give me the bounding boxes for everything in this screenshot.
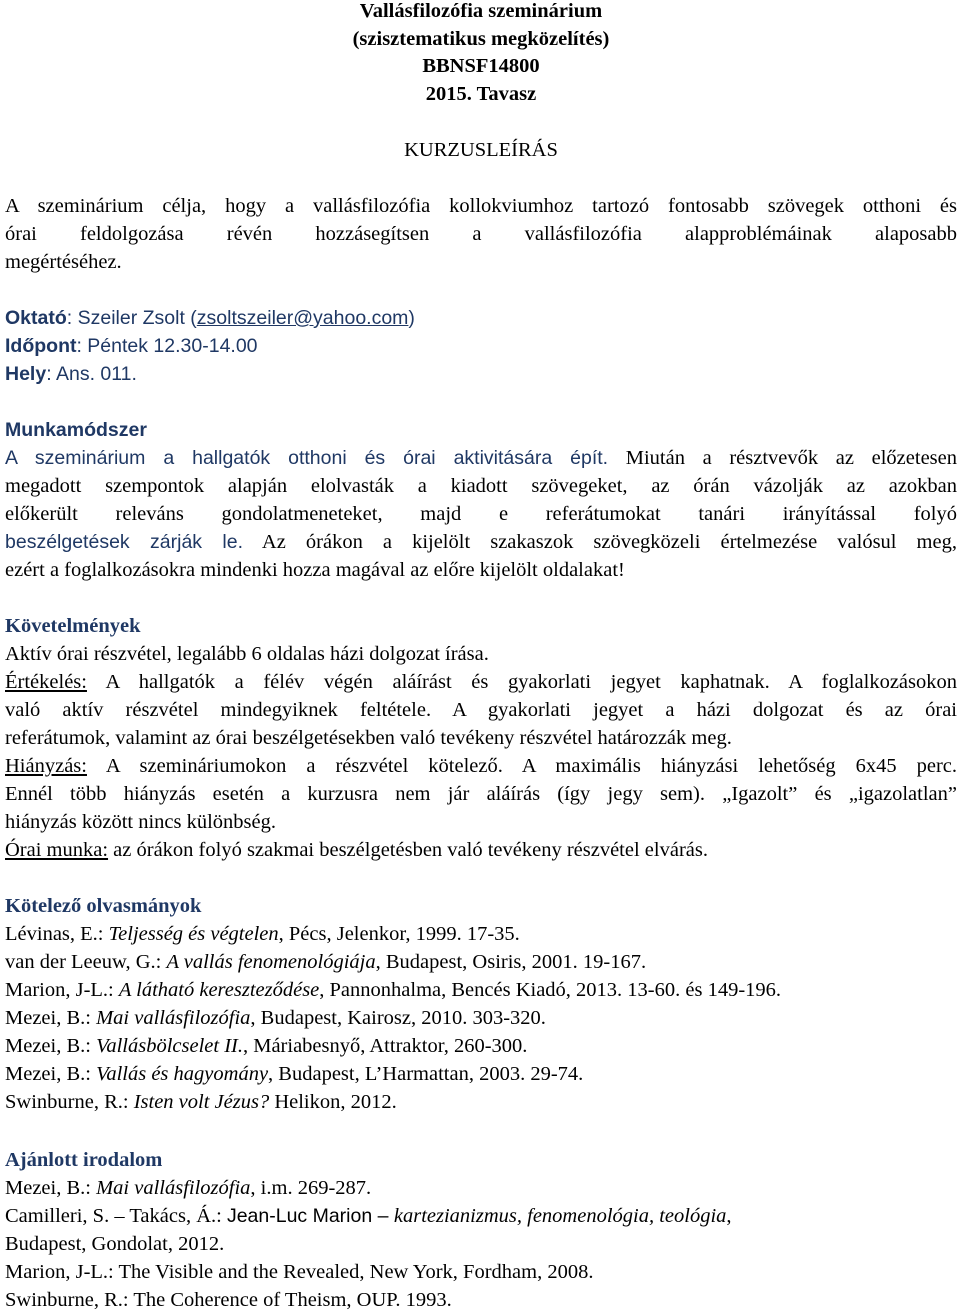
method-line-4 (5, 528, 957, 556)
absence-line-1 (5, 752, 957, 780)
description-line-2: órai feldolgozása révén hozzásegítsen a vallásfilozófia alapproblémáinak alaposabb (5, 223, 957, 245)
reading-author: Swinburne, R.: (5, 1091, 134, 1113)
required-reading-item (5, 1060, 957, 1088)
section-title: KURZUSLEÍRÁS (404, 139, 558, 161)
method-line-5: ezért a foglalkozásokra mindenki hozza magával az előre kijelölt oldalakat! (5, 559, 625, 581)
reading-details: , Budapest, L’Harmattan, 2003. 29-74. (268, 1063, 584, 1085)
absence-text-1: A szemináriumokon a részvétel kötelező. A maximális hiányzási lehetőség 6x45 perc. (86, 755, 957, 777)
reading-title: A vallás fenomenológiája (166, 951, 376, 973)
reading-title: Mai vallásfilozófia (96, 1007, 251, 1029)
recommended-reading-heading: Ajánlott irodalom (5, 1149, 163, 1171)
reading-author: Lévinas, E.: (5, 923, 109, 945)
method-line-3: előkerült releváns gondolatmeneteket, majd e referátumokat tanári irányítással folyó (5, 503, 957, 525)
place-line (5, 360, 957, 388)
method-line-1b: Miután a résztvevők az előzetesen (608, 447, 957, 469)
place-label: Hely (5, 363, 47, 385)
required-reading-item (5, 976, 957, 1004)
reading-details: , Pécs, Jelenkor, 1999. 17-35. (278, 923, 520, 945)
reading-title: Teljesség és végtelen (108, 923, 279, 945)
required-reading-item (5, 920, 957, 948)
recommended-item-2 (5, 1202, 957, 1230)
method-line-2: megadott szempontok alapján elolvasták a kiadott szövegeket, az órán vázolják az azokban (5, 475, 957, 497)
method-line-1a: A szeminárium a hallgatók otthoni és órai aktivitására épít. (5, 447, 609, 469)
reading-details: , Máriabesnyő, Attraktor, 260-300. (242, 1035, 528, 1057)
recommended-item-3: Marion, J-L.: The Visible and the Revealed, New York, Fordham, 2008. (5, 1261, 594, 1283)
evaluation-line-1 (5, 668, 957, 696)
recommended-item-1-author: Mezei, B.: (5, 1177, 97, 1199)
reading-details: , Pannonhalma, Bencés Kiadó, 2013. 13-60. és 149-196. (319, 979, 782, 1001)
recommended-item-2-cont: Budapest, Gondolat, 2012. (5, 1233, 225, 1255)
instructor-value: : Szeiler Zsolt ( (66, 307, 197, 329)
description-line-3: megértéséhez. (5, 251, 122, 273)
evaluation-line-2: való aktív részvétel mindegyiknek feltétele. A gyakorlati jegyet a házi dolgozat és az órai (5, 699, 957, 721)
reading-author: Mezei, B.: (5, 1063, 97, 1085)
reading-author: Marion, J-L.: (5, 979, 119, 1001)
method-line-1 (5, 444, 957, 472)
reading-title: Vallásbölcselet II. (96, 1035, 243, 1057)
evaluation-label: Értékelés: (5, 671, 87, 693)
requirements-heading: Követelmények (5, 615, 141, 637)
recommended-item-4: Swinburne, R.: The Coherence of Theism, OUP. 1993. (5, 1289, 452, 1311)
required-reading-heading: Kötelező olvasmányok (5, 895, 202, 917)
required-reading-item (5, 1032, 957, 1060)
absence-line-2: Ennél több hiányzás esetén a kurzusra nem jár aláírás (így jegy sem). „Igazolt” és „igazolatlan” (5, 783, 957, 805)
evaluation-text-1: A hallgatók a félév végén aláírást és gyakorlati jegyet kaphatnak. A foglalkozásokon (86, 671, 957, 693)
reading-details: , Budapest, Osiris, 2001. 19-167. (375, 951, 647, 973)
instructor-close: ) (408, 307, 415, 329)
instructor-email-link[interactable]: zsoltszeiler@yahoo.com (196, 307, 409, 329)
evaluation-line-3: referátumok, valamint az órai beszélgetésekben való tevékeny részvétel határozzák meg. (5, 727, 732, 749)
description-line-1: A szeminárium célja, hogy a vallásfilozófia kollokviumhoz tartozó fontosabb szövegek otthoni és (5, 195, 957, 217)
class-work-text: az órákon folyó szakmai beszélgetésben való tevékeny részvétel elvárás. (108, 839, 708, 861)
required-reading-item (5, 1088, 957, 1116)
time-label: Időpont (5, 335, 77, 357)
reading-title: Vallás és hagyomány (96, 1063, 269, 1085)
reading-author: Mezei, B.: (5, 1007, 97, 1029)
recommended-item-2-rest: , (726, 1205, 732, 1227)
requirements-line-1: Aktív órai részvétel, legalább 6 oldalas házi dolgozat írása. (5, 643, 489, 665)
reading-title: A látható kereszteződése (118, 979, 320, 1001)
time-value: : Péntek 12.30-14.00 (76, 335, 258, 357)
course-term: 2015. Tavasz (425, 83, 537, 105)
reading-details: Helikon, 2012. (269, 1091, 397, 1113)
place-value: : Ans. 011. (46, 363, 137, 385)
method-heading: Munkamódszer (5, 419, 147, 441)
absence-line-3: hiányzás között nincs különbség. (5, 811, 277, 833)
method-line-4b: Az órákon a kijelölt szakaszok szövegközeli értelmezése valósul meg, (243, 531, 957, 553)
class-work-line (5, 836, 957, 864)
method-line-4a: beszélgetések zárják le. (5, 531, 243, 553)
required-reading-item (5, 1004, 957, 1032)
instructor-label: Oktató (5, 307, 67, 329)
course-subtitle: (szisztematikus megközelítés) (352, 28, 610, 50)
required-reading-item (5, 948, 957, 976)
reading-details: , Budapest, Kairosz, 2010. 303-320. (250, 1007, 546, 1029)
recommended-item-2-author: Camilleri, S. – Takács, Á.: (5, 1205, 227, 1227)
recommended-item-1 (5, 1174, 957, 1202)
class-work-label: Órai munka: (5, 839, 109, 861)
reading-title: Isten volt Jézus? (133, 1091, 270, 1113)
course-code: BBNSF14800 (422, 55, 540, 77)
recommended-item-1-rest: , i.m. 269-287. (250, 1177, 372, 1199)
course-title: Vallásfilozófia szeminárium (359, 0, 603, 22)
recommended-item-2-title: kartezianizmus, fenomenológia, teológia (393, 1205, 727, 1227)
reading-author: Mezei, B.: (5, 1035, 97, 1057)
absence-label: Hiányzás: (5, 755, 87, 777)
reading-author: van der Leeuw, G.: (5, 951, 167, 973)
instructor-line (5, 304, 957, 332)
recommended-item-2-mid: Jean-Luc Marion – (226, 1205, 394, 1227)
time-line (5, 332, 957, 360)
recommended-item-1-title: Mai vallásfilozófia (96, 1177, 251, 1199)
